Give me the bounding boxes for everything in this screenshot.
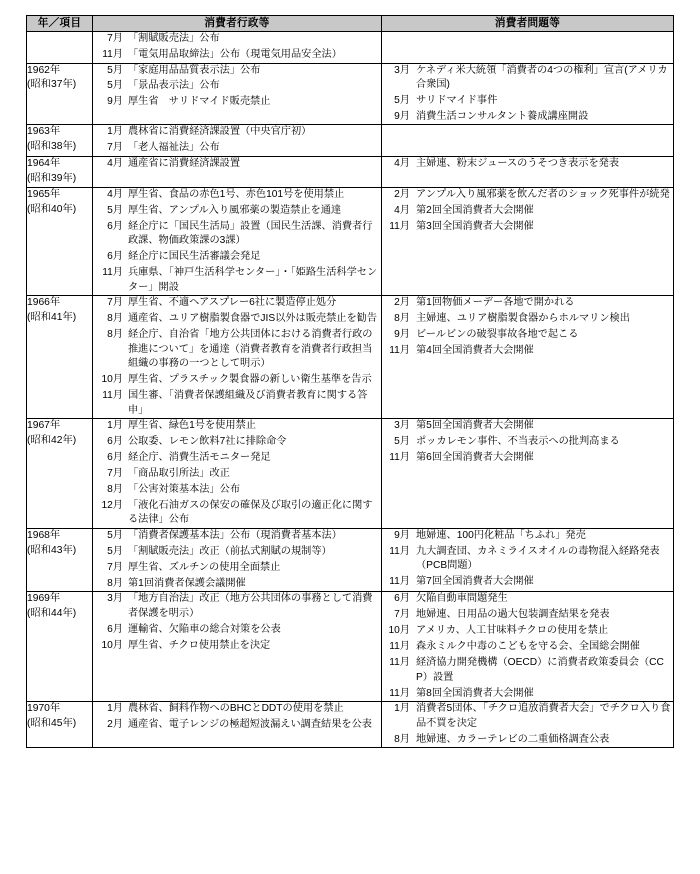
cell-issue bbox=[382, 419, 674, 529]
event-item bbox=[382, 296, 673, 310]
event-month: 8月 bbox=[394, 733, 410, 745]
cell-issue bbox=[382, 187, 674, 295]
event-item bbox=[382, 624, 673, 638]
event-item bbox=[93, 718, 381, 732]
event-text: 第1回物価メーデー各地で開かれる bbox=[416, 297, 575, 309]
event-text: 「割賦販売法」改正（前払式割賦の規制等） bbox=[128, 545, 332, 557]
event-month: 11月 bbox=[102, 390, 123, 402]
event-text: 第8回全国消費者大会開催 bbox=[416, 687, 534, 699]
event-item bbox=[93, 312, 381, 326]
cell-issue bbox=[382, 156, 674, 187]
table-header bbox=[27, 16, 674, 32]
table-row bbox=[27, 63, 674, 125]
year-western: 1969年 bbox=[27, 593, 61, 605]
cell-year bbox=[27, 125, 93, 156]
table-body bbox=[27, 32, 674, 748]
event-text: 兵庫県、「神戸生活科学センター」・「姫路生活科学センター」開設 bbox=[128, 267, 378, 293]
event-text: 第7回全国消費者大会開催 bbox=[416, 576, 534, 588]
cell-admin bbox=[93, 419, 382, 529]
table-row bbox=[27, 702, 674, 748]
column-header-year: 年／項目 bbox=[27, 16, 93, 32]
event-item bbox=[93, 577, 381, 591]
cell-admin bbox=[93, 296, 382, 419]
event-item bbox=[93, 64, 381, 78]
event-item bbox=[93, 125, 381, 139]
cell-issue bbox=[382, 63, 674, 125]
event-text: 「地方自治法」改正（地方公共団体の事務として消費者保護を明示） bbox=[128, 593, 373, 619]
event-item bbox=[382, 451, 673, 465]
issue-event-list bbox=[382, 157, 673, 171]
year-japanese-era: (昭和40年) bbox=[27, 203, 77, 215]
event-item bbox=[382, 419, 673, 433]
event-item bbox=[382, 656, 673, 685]
event-month: 11月 bbox=[389, 545, 410, 557]
cell-admin bbox=[93, 187, 382, 295]
table-row bbox=[27, 187, 674, 295]
event-text: 主婦連、粉末ジュースのうそつき表示を発表 bbox=[416, 157, 620, 169]
event-text: 「家庭用品品質表示法」公布 bbox=[128, 64, 261, 76]
event-month: 9月 bbox=[394, 529, 410, 541]
event-month: 5月 bbox=[394, 436, 410, 447]
admin-event-list bbox=[93, 125, 381, 155]
cell-admin bbox=[93, 125, 382, 156]
event-month: 10月 bbox=[388, 625, 410, 637]
table-row bbox=[27, 592, 674, 702]
event-month: 11月 bbox=[389, 345, 410, 357]
event-item bbox=[93, 188, 381, 202]
event-item bbox=[93, 266, 381, 295]
year-japanese-era: (昭和42年) bbox=[27, 434, 77, 446]
cell-year bbox=[27, 702, 93, 748]
issue-event-list bbox=[382, 64, 673, 125]
event-text: アメリカ、人工甘味料チクロの使用を禁止 bbox=[416, 625, 609, 637]
cell-issue bbox=[382, 296, 674, 419]
event-month: 8月 bbox=[107, 577, 123, 589]
year-western: 1965年 bbox=[27, 188, 61, 200]
event-month: 4月 bbox=[394, 157, 410, 169]
event-item bbox=[93, 296, 381, 310]
cell-year bbox=[27, 528, 93, 591]
event-item bbox=[93, 545, 381, 559]
issue-event-list bbox=[382, 592, 673, 701]
event-month: 6月 bbox=[394, 593, 410, 605]
event-text: 第1回消費者保護会議開催 bbox=[128, 577, 246, 589]
year-japanese-era: (昭和37年) bbox=[27, 79, 77, 91]
event-month: 11月 bbox=[389, 687, 410, 699]
event-month: 5月 bbox=[394, 94, 410, 106]
event-text: 農林省、飼料作物へのBHCとDDTの使用を禁止 bbox=[128, 703, 344, 715]
event-text: 厚生省、食品の赤色1号、赤色101号を使用禁止 bbox=[128, 188, 345, 200]
event-month: 1月 bbox=[107, 420, 123, 432]
cell-year bbox=[27, 419, 93, 529]
event-text: 厚生省 サリドマイド販売禁止 bbox=[128, 96, 271, 108]
table-row bbox=[27, 419, 674, 529]
year-western: 1967年 bbox=[27, 420, 61, 432]
event-text: 欠陥自動車問題発生 bbox=[416, 593, 508, 605]
event-item bbox=[382, 640, 673, 654]
column-header-consumer-administration: 消費者行政等 bbox=[93, 16, 382, 32]
event-text: ポッカレモン事件、不当表示への批判高まる bbox=[416, 436, 620, 447]
event-text: 「商品取引所法」改正 bbox=[128, 467, 230, 479]
event-month: 3月 bbox=[394, 420, 410, 432]
event-month: 5月 bbox=[107, 545, 123, 557]
cell-admin bbox=[93, 592, 382, 702]
event-item bbox=[382, 592, 673, 606]
year-western: 1964年 bbox=[27, 157, 61, 169]
column-header-consumer-issues: 消費者問題等 bbox=[382, 16, 674, 32]
event-text: 「液化石油ガスの保安の確保及び取引の適正化に関する法律」公布 bbox=[128, 499, 373, 526]
event-text: 経企庁に「国民生活局」設置（国民生活課、消費者行政課、物価政策課の3課） bbox=[128, 220, 373, 247]
event-text: 経企庁、自治省「地方公共団体における消費者行政の推進について」を通達（消費者教育を消費者行政担当組織の事務の一つとして明示） bbox=[128, 329, 373, 370]
issue-event-list bbox=[382, 702, 673, 747]
cell-admin bbox=[93, 32, 382, 63]
event-item bbox=[93, 702, 381, 716]
event-item bbox=[93, 220, 381, 249]
event-month: 1月 bbox=[394, 703, 410, 715]
event-item bbox=[382, 608, 673, 622]
event-month: 2月 bbox=[394, 297, 410, 309]
cell-issue-empty bbox=[382, 32, 674, 63]
event-text: 厚生省、緑色1号を使用禁止 bbox=[128, 420, 256, 432]
event-text: 「公害対策基本法」公布 bbox=[128, 483, 241, 495]
year-japanese-era: (昭和44年) bbox=[27, 608, 77, 620]
event-month: 2月 bbox=[107, 719, 123, 731]
event-text: 第5回全国消費者大会開催 bbox=[416, 420, 534, 432]
event-month: 5月 bbox=[107, 529, 123, 541]
event-month: 11月 bbox=[389, 576, 410, 588]
consumer-history-timeline-table bbox=[26, 15, 674, 748]
event-month: 10月 bbox=[101, 374, 123, 386]
event-month: 11月 bbox=[389, 641, 410, 653]
admin-event-list bbox=[93, 64, 381, 110]
event-text: 九大調査団、カネミライスオイルの毒物混入経路発表（PCB問題） bbox=[416, 545, 660, 572]
event-text: 第2回全国消費者大会開催 bbox=[416, 204, 534, 216]
year-western: 1970年 bbox=[27, 703, 61, 715]
event-month: 8月 bbox=[107, 329, 123, 341]
event-text: 「割賦販売法」公布 bbox=[128, 33, 220, 45]
admin-event-list bbox=[93, 529, 381, 591]
event-month: 11月 bbox=[389, 451, 410, 463]
cell-year bbox=[27, 156, 93, 187]
event-month: 9月 bbox=[394, 110, 410, 122]
event-month: 6月 bbox=[107, 451, 123, 463]
cell-admin bbox=[93, 528, 382, 591]
year-western: 1963年 bbox=[27, 126, 61, 138]
event-item bbox=[93, 389, 381, 418]
event-item bbox=[382, 312, 673, 326]
admin-event-list bbox=[93, 702, 381, 732]
event-month: 11月 bbox=[389, 220, 410, 232]
event-item bbox=[382, 204, 673, 218]
cell-year bbox=[27, 592, 93, 702]
event-text: 「景品表示法」公布 bbox=[128, 80, 220, 92]
event-item bbox=[382, 545, 673, 574]
event-month: 8月 bbox=[107, 313, 123, 325]
event-month: 12月 bbox=[101, 499, 123, 511]
event-text: 国生審、「消費者保護組織及び消費者教育に関する答申」 bbox=[128, 390, 368, 416]
event-month: 11月 bbox=[102, 267, 123, 279]
event-item bbox=[382, 64, 673, 93]
issue-event-list bbox=[382, 419, 673, 465]
event-item bbox=[93, 639, 381, 653]
event-month: 4月 bbox=[107, 188, 123, 200]
event-item bbox=[382, 188, 673, 202]
event-text: 第6回全国消費者大会開催 bbox=[416, 451, 534, 463]
event-text: 地婦連、日用品の過大包装調査結果を発表 bbox=[416, 609, 610, 621]
event-text: 消費生活コンサルタント養成講座開設 bbox=[416, 110, 589, 122]
event-text: サリドマイド事件 bbox=[416, 94, 498, 106]
event-item bbox=[93, 48, 381, 62]
event-item bbox=[93, 373, 381, 387]
event-month: 11月 bbox=[389, 657, 410, 669]
event-text: アンプル入り風邪薬を飲んだ者のショック死事件が続発 bbox=[416, 188, 670, 200]
event-text: 森永ミルク中毒のこどもを守る会、全国総会開催 bbox=[416, 641, 640, 653]
event-text: 運輸省、欠陥車の総合対策を公表 bbox=[128, 623, 281, 635]
event-month: 6月 bbox=[107, 220, 123, 232]
event-text: 第3回全国消費者大会開催 bbox=[416, 220, 534, 232]
event-text: 厚生省、プラスチック製食器の新しい衛生基準を告示 bbox=[128, 374, 372, 386]
cell-admin bbox=[93, 156, 382, 187]
year-japanese-era: (昭和39年) bbox=[27, 172, 77, 184]
cell-admin bbox=[93, 63, 382, 125]
event-item bbox=[93, 623, 381, 637]
table-header-row bbox=[27, 16, 674, 32]
cell-year bbox=[27, 187, 93, 295]
event-month: 3月 bbox=[394, 64, 410, 76]
event-item bbox=[93, 141, 381, 155]
event-month: 9月 bbox=[107, 96, 123, 108]
event-month: 9月 bbox=[394, 329, 410, 341]
cell-issue bbox=[382, 592, 674, 702]
admin-event-list bbox=[93, 592, 381, 653]
event-text: 経済協力開発機構（OECD）に消費者政策委員会（CCP）設置 bbox=[416, 657, 664, 683]
event-month: 7月 bbox=[394, 609, 410, 621]
admin-event-list bbox=[93, 419, 381, 528]
issue-event-list bbox=[382, 296, 673, 358]
event-month: 2月 bbox=[394, 188, 410, 200]
table-row bbox=[27, 125, 674, 156]
issue-event-list bbox=[382, 529, 673, 590]
event-month: 4月 bbox=[394, 204, 410, 216]
issue-event-list bbox=[382, 188, 673, 234]
event-text: 地婦連、カラーテレビの二重価格調査公表 bbox=[416, 733, 610, 745]
event-text: 「消費者保護基本法」公布（現消費者基本法） bbox=[128, 529, 342, 541]
event-item bbox=[382, 733, 673, 747]
cell-issue bbox=[382, 528, 674, 591]
event-month: 1月 bbox=[107, 126, 123, 138]
year-japanese-era: (昭和43年) bbox=[27, 544, 77, 556]
event-item bbox=[93, 467, 381, 481]
event-month: 5月 bbox=[107, 80, 123, 92]
event-month: 4月 bbox=[107, 157, 123, 169]
year-japanese-era: (昭和45年) bbox=[27, 718, 77, 730]
cell-issue-empty bbox=[382, 125, 674, 156]
event-item bbox=[382, 702, 673, 731]
event-month: 6月 bbox=[107, 251, 123, 263]
event-month: 8月 bbox=[107, 483, 123, 495]
event-item bbox=[93, 157, 381, 171]
event-item bbox=[93, 250, 381, 264]
event-item bbox=[382, 220, 673, 234]
year-western: 1966年 bbox=[27, 297, 61, 309]
event-month: 8月 bbox=[394, 313, 410, 325]
event-text: 経企庁に国民生活審議会発足 bbox=[128, 251, 261, 263]
event-month: 1月 bbox=[107, 703, 123, 715]
event-text: 主婦連、ユリア樹脂製食器からホルマリン検出 bbox=[416, 313, 630, 325]
event-text: ビールビンの破裂事故各地で起こる bbox=[416, 329, 579, 341]
event-text: 厚生省、アンプル入り風邪薬の製造禁止を通達 bbox=[128, 204, 342, 216]
event-month: 11月 bbox=[102, 49, 123, 61]
event-item bbox=[93, 328, 381, 371]
event-month: 7月 bbox=[107, 561, 123, 573]
event-item bbox=[382, 157, 673, 171]
event-text: 地婦連、100円化粧品「ちふれ」発売 bbox=[416, 529, 586, 541]
event-text: 第4回全国消費者大会開催 bbox=[416, 345, 534, 357]
event-item bbox=[93, 95, 381, 109]
year-western: 1962年 bbox=[27, 64, 61, 76]
event-item bbox=[382, 435, 673, 449]
event-text: 通産省に消費経済課設置 bbox=[128, 157, 241, 169]
cell-year bbox=[27, 63, 93, 125]
event-month: 7月 bbox=[107, 297, 123, 309]
event-month: 5月 bbox=[107, 64, 123, 76]
year-japanese-era: (昭和38年) bbox=[27, 141, 77, 153]
table-row bbox=[27, 156, 674, 187]
year-western: 1968年 bbox=[27, 529, 61, 541]
admin-event-list bbox=[93, 32, 381, 62]
event-text: 「電気用品取締法」公布（現電気用品安全法） bbox=[128, 49, 342, 61]
event-text: 公取委、レモン飲料7社に排除命令 bbox=[128, 436, 287, 447]
event-text: 厚生省、ズルチンの使用全面禁止 bbox=[128, 561, 281, 573]
event-text: 厚生省、不適ヘアスプレー6社に製造停止処分 bbox=[128, 297, 337, 309]
event-item bbox=[93, 451, 381, 465]
event-item bbox=[93, 561, 381, 575]
event-text: 厚生省、チクロ使用禁止を決定 bbox=[128, 639, 271, 651]
table-row bbox=[27, 528, 674, 591]
event-item bbox=[93, 32, 381, 46]
cell-issue bbox=[382, 702, 674, 748]
year-japanese-era: (昭和41年) bbox=[27, 312, 77, 324]
event-item bbox=[382, 344, 673, 358]
event-item bbox=[93, 529, 381, 543]
event-item bbox=[382, 529, 673, 543]
event-item bbox=[382, 110, 673, 124]
event-item bbox=[93, 483, 381, 497]
event-item bbox=[93, 79, 381, 93]
admin-event-list bbox=[93, 296, 381, 418]
event-month: 6月 bbox=[107, 436, 123, 447]
event-text: 消費者5団体、「チクロ追放消費者大会」でチクロ入り食品不買を決定 bbox=[416, 703, 671, 729]
event-month: 7月 bbox=[107, 33, 123, 45]
cell-year bbox=[27, 296, 93, 419]
event-month: 6月 bbox=[107, 623, 123, 635]
event-item bbox=[382, 328, 673, 342]
event-item bbox=[93, 499, 381, 528]
event-month: 10月 bbox=[101, 639, 123, 651]
event-text: 「老人福祉法」公布 bbox=[128, 142, 220, 154]
event-text: 通産省、ユリア樹脂製食器でJIS以外は販売禁止を勧告 bbox=[128, 313, 378, 325]
event-item bbox=[93, 204, 381, 218]
admin-event-list bbox=[93, 157, 381, 171]
event-text: 経企庁、消費生活モニター発足 bbox=[128, 451, 271, 463]
event-month: 3月 bbox=[107, 593, 123, 605]
table-row bbox=[27, 32, 674, 63]
cell-admin bbox=[93, 702, 382, 748]
event-month: 7月 bbox=[107, 467, 123, 479]
event-item bbox=[93, 419, 381, 433]
table-row bbox=[27, 296, 674, 419]
event-text: ケネディ米大統領「消費者の4つの権利」宣言(アメリカ合衆国) bbox=[416, 64, 668, 90]
event-month: 5月 bbox=[107, 204, 123, 216]
event-item bbox=[382, 575, 673, 589]
event-item bbox=[382, 94, 673, 108]
cell-year bbox=[27, 32, 93, 63]
event-item bbox=[382, 687, 673, 701]
event-month: 7月 bbox=[107, 142, 123, 154]
event-text: 農林省に消費経済課設置（中央官庁初） bbox=[128, 126, 312, 138]
event-item bbox=[93, 435, 381, 449]
event-item bbox=[93, 592, 381, 621]
event-text: 通産省、電子レンジの極超短波漏えい調査結果を公表 bbox=[128, 719, 372, 731]
admin-event-list bbox=[93, 188, 381, 295]
